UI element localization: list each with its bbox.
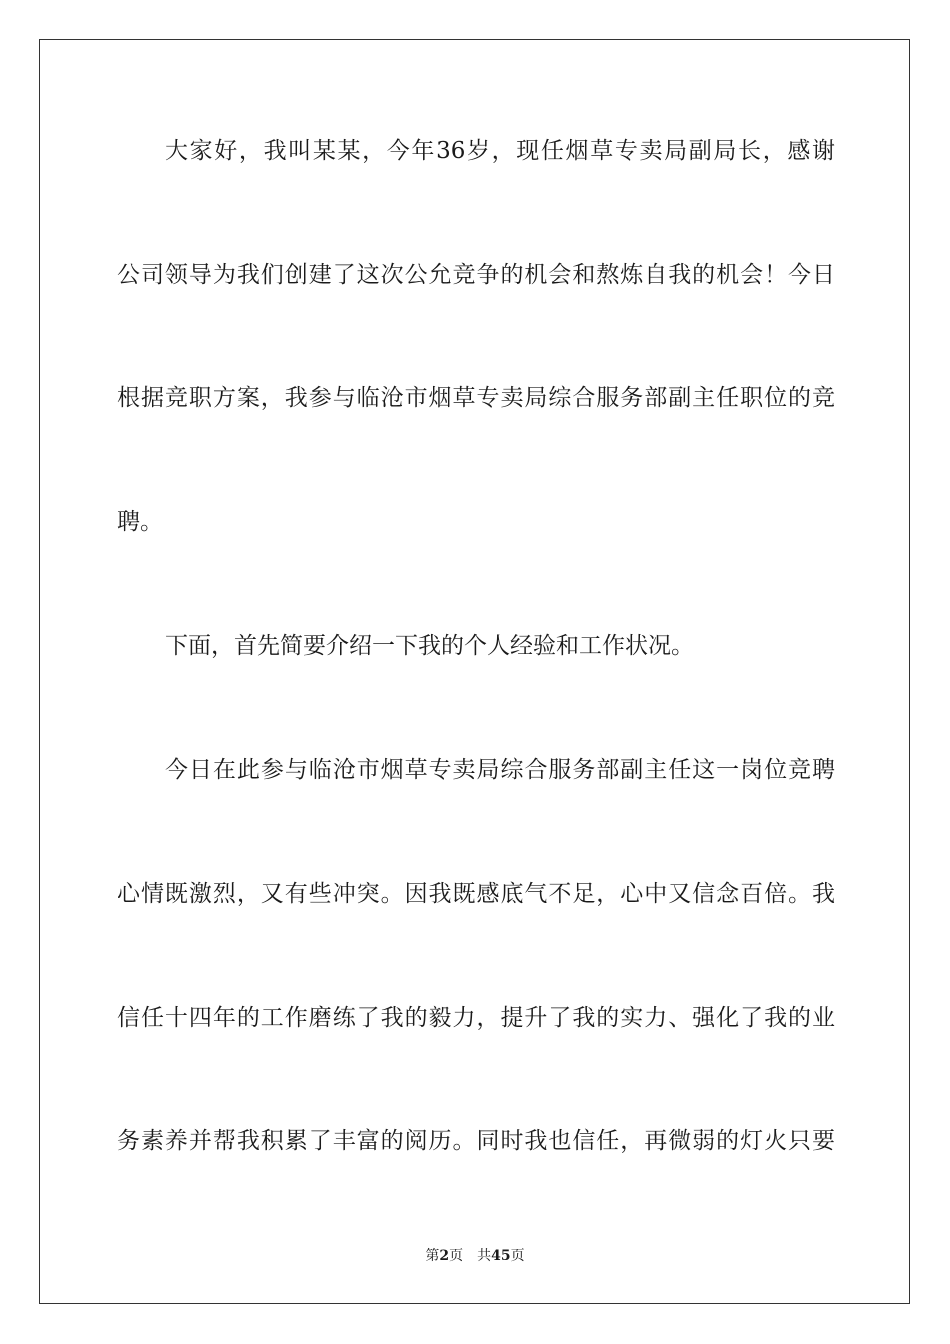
text-line-7: 心情既激烈，又有些冲突。因我既感底气不足，心中又信念百倍。我 — [117, 881, 835, 907]
page-total: 45 — [491, 1248, 511, 1264]
page-suffix: 页 — [449, 1248, 464, 1264]
text-line-3: 根据竞职方案，我参与临沧市烟草专卖局综合服务部副主任职位的竞 — [117, 385, 835, 411]
page-footer — [0, 1246, 950, 1266]
total-prefix: 共 — [477, 1248, 492, 1264]
text-line-9: 务素养并帮我积累了丰富的阅历。同时我也信任，再微弱的灯火只要 — [117, 1128, 835, 1154]
page-frame — [39, 39, 910, 1304]
text-line-8: 信任十四年的工作磨练了我的毅力，提升了我的实力、强化了我的业 — [117, 1005, 835, 1031]
total-suffix: 页 — [510, 1248, 525, 1264]
page-number: 2 — [439, 1248, 450, 1264]
page-prefix: 第 — [425, 1248, 440, 1264]
text-line-4: 聘。 — [117, 509, 163, 535]
text-line-1: 大家好，我叫某某，今年36岁，现任烟草专卖局副局长，感谢 — [165, 138, 835, 164]
text-line-5: 下面，首先简要介绍一下我的个人经验和工作状况。 — [165, 633, 694, 659]
text-line-2: 公司领导为我们创建了这次公允竞争的机会和熬炼自我的机会！今日 — [117, 262, 835, 288]
text-line-6: 今日在此参与临沧市烟草专卖局综合服务部副主任这一岗位竞聘 — [165, 757, 835, 783]
